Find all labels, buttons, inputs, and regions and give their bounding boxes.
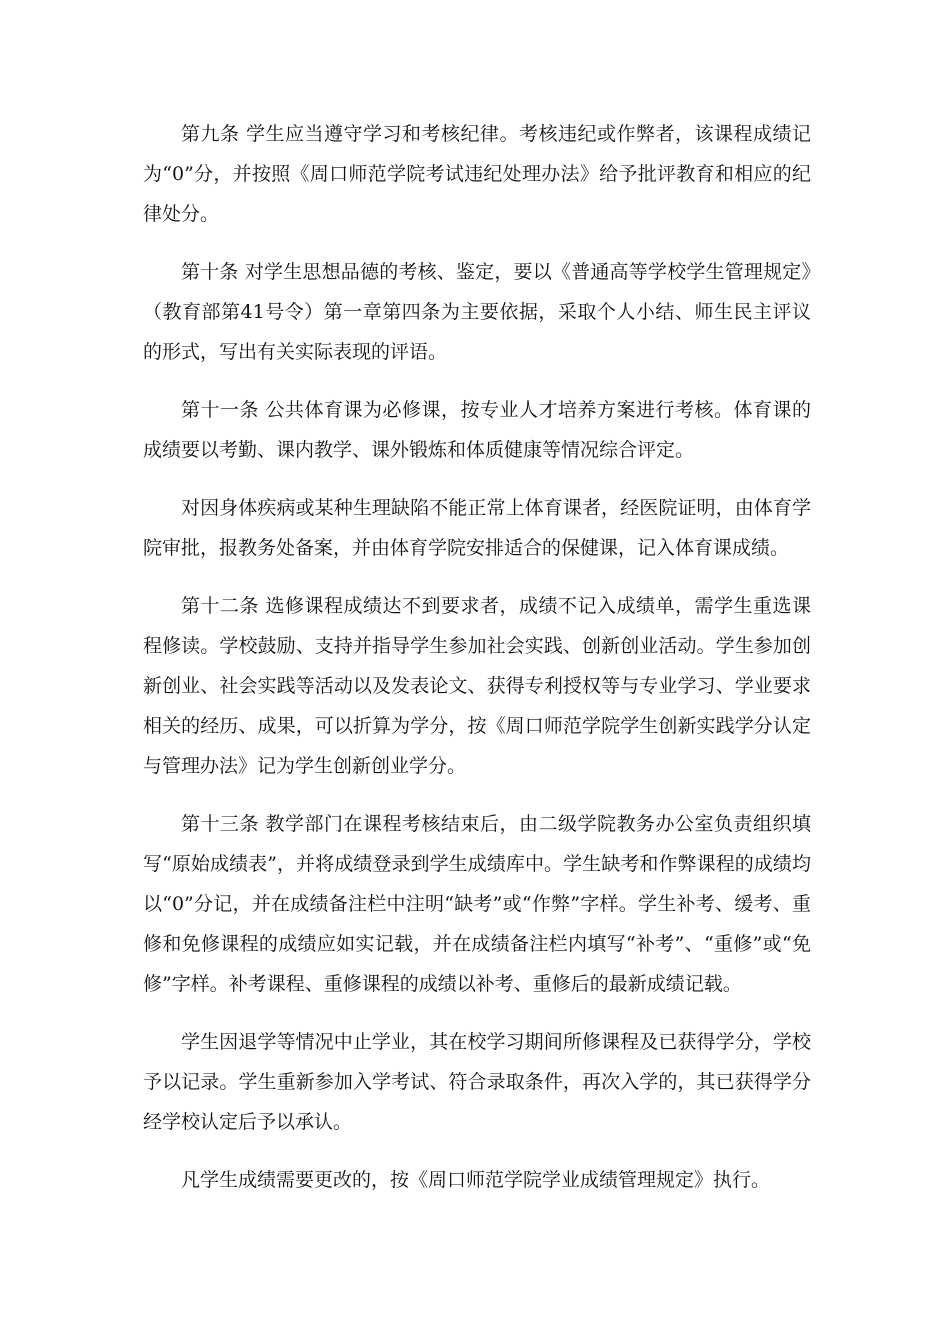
article-10-paragraph: 第十条 对学生思想品德的考核、鉴定，要以《普通高等学校学生管理规定》（教育部第41号令）第一章第四条为主要依据，采取个人小结、师生民主评议的形式，写出有关实际表现的评语。 xyxy=(143,261,811,363)
article-13-paragraph: 第十三条 教学部门在课程考核结束后，由二级学院教务办公室负责组织填写“原始成绩表”，并将成绩登录到学生成绩库中。学生缺考和作弊课程的成绩均以“0”分记，并在成绩备注栏中注明“缺考”或“作弊”字样。学生补考、缓考、重修和免修课程的成绩应如实记载，并在成绩备注栏内填写“补考”、“重修”或“免修”字样。补考课程、重修课程的成绩以补考、重修后的最新成绩记载。 xyxy=(143,813,811,995)
grade-change-paragraph: 凡学生成绩需要更改的，按《周口师范学院学业成绩管理规定》执行。 xyxy=(181,1169,771,1191)
article-12-paragraph: 第十二条 选修课程成绩达不到要求者，成绩不记入成绩单，需学生重选课程修读。学校鼓励、支持并指导学生参加社会实践、创新创业活动。学生参加创新创业、社会实践等活动以及发表论文、获得专利授权等与专业学习、学业要求相关的经历、成果，可以折算为学分，按《周口师范学院学生创新实践学分认定与管理办法》记为学生创新创业学分。 xyxy=(143,595,811,777)
pe-exemption-paragraph: 对因身体疾病或某种生理缺陷不能正常上体育课者，经医院证明，由体育学院审批，报教务处备案，并由体育学院安排适合的保健课，记入体育课成绩。 xyxy=(143,497,811,559)
withdrawal-credits-paragraph: 学生因退学等情况中止学业，其在校学习期间所修课程及已获得学分，学校予以记录。学生重新参加入学考试、符合录取条件，再次入学的，其已获得学分经学校认定后予以承认。 xyxy=(143,1031,811,1133)
document-page xyxy=(143,114,811,1218)
article-9-paragraph: 第九条 学生应当遵守学习和考核纪律。考核违纪或作弊者，该课程成绩记为“0”分，并按照《周口师范学院考试违纪处理办法》给予批评教育和相应的纪律处分。 xyxy=(143,123,811,225)
article-11-paragraph: 第十一条 公共体育课为必修课，按专业人才培养方案进行考核。体育课的成绩要以考勤、课内教学、课外锻炼和体质健康等情况综合评定。 xyxy=(143,399,811,461)
